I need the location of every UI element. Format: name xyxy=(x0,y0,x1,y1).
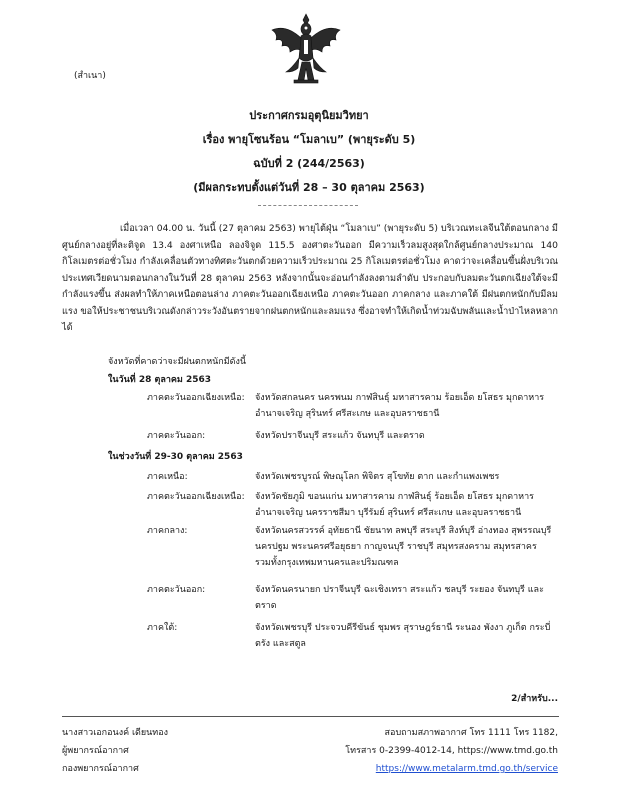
day2-region-central: ภาคกลาง: xyxy=(147,526,188,536)
day2-provinces-central: จังหวัดนครสวรรค์ อุทัยธานี ชัยนาท ลพบุรี สระบุรี สิงห์บุรี อ่างทอง สุพรรณบุรี นครปฐม พระนครศรีอยุธยา กาญจนบุรี ราชบุรี สมุทรสงคราม สมุทรสาคร รวมทั้งกรุงเทพมหานครและปริมณฑล xyxy=(255,526,552,568)
day1-provinces-east: จังหวัดปราจีนบุรี สระแก้ว จันทบุรี และตราด xyxy=(255,431,425,441)
forecaster-division: กองพยากรณ์อากาศ xyxy=(62,764,139,774)
day2-provinces-east: จังหวัดนครนายก ปราจีนบุรี ฉะเชิงเทรา สระแก้ว ชลบุรี ระยอง จันทบุรี และตราด xyxy=(255,585,544,611)
title-divider xyxy=(258,205,358,206)
footer-left xyxy=(62,724,168,778)
day2-region-south: ภาคใต้: xyxy=(147,623,178,633)
forecast-intro: จังหวัดที่คาดว่าจะมีฝนตกหนักมีดังนี้ xyxy=(108,357,247,367)
day1-region-east: ภาคตะวันออก: xyxy=(147,431,206,441)
day1-provinces-northeast: จังหวัดสกลนคร นครพนม กาฬสินธุ์ มหาสารคาม ร้อยเอ็ด ยโสธร มุกดาหาร อำนาจเจริญ สุรินทร์ ศรีสะเกษ และอุบลราชธานี xyxy=(255,393,545,419)
body-paragraph: เมื่อเวลา 04.00 น. วันนี้ (27 ตุลาคม 2563) พายุไต้ฝุ่น “โมลาเบ” (พายุระดับ 5) บริเวณทะเลจีนใต้ตอนกลาง มีศูนย์กลางอยู่ที่ละติจูด 13.4 องศาเหนือ ลองจิจูด 115.5 องศาตะวันออก มีความเร็วลมสูงสุดใกล้ศูนย์กลางประมาณ 140 กิโลเมตรต่อชั่วโมง กำลังเคลื่อนตัวทางทิศตะวันตกด้วยความเร็วประมาณ 25 กิโลเมตรต่อชั่วโมง คาดว่าจะเคลื่อนขึ้นฝั่งบริเวณประเทศเวียดนามตอนกลางในวันที่ 28 ตุลาคม 2563 หลังจากนั้นจะอ่อนกำลังลงตามลำดับ ประกอบกับลมตะวันตกเฉียงใต้จะมีกำลังแรงขึ้น ส่งผลทำให้ภาคเหนือตอนล่าง ภาคตะวันออกเฉียงเหนือ ภาคตะวันออก ภาคกลาง และภาคใต้ มีฝนตกหนักกับมีลมแรง ขอให้ประชาชนบริเวณดังกล่าวระวังอันตรายจากฝนตกหนักและลมแรง ซึ่งอาจทำให้เกิดน้ำท่วมฉับพลันและน้ำป่าไหลหลากได้ xyxy=(62,223,558,333)
day2-region-north: ภาคเหนือ: xyxy=(147,472,188,482)
garuda-emblem-icon xyxy=(268,10,344,88)
contact-fax-web: โทรสาร 0-2399-4012-14, https://www.tmd.go.th xyxy=(345,746,558,756)
day2-region-northeast: ภาคตะวันออกเฉียงเหนือ: xyxy=(147,492,245,502)
forecaster-role: ผู้พยากรณ์อากาศ xyxy=(62,746,129,756)
footer-divider xyxy=(62,716,559,717)
announcement-title: ประกาศกรมอุตุนิยมวิทยา xyxy=(249,109,369,122)
announcement-subject: เรื่อง พายุโซนร้อน “โมลาเบ” (พายุระดับ 5) xyxy=(202,133,416,146)
contact-phone: สอบถามสภาพอากาศ โทร 1111 โทร 1182, xyxy=(384,728,558,738)
footer-right xyxy=(300,724,558,778)
day2-provinces-south: จังหวัดเพชรบุรี ประจวบคีรีขันธ์ ชุมพร สุราษฎร์ธานี ระนอง พังงา ภูเก็ต กระบี่ ตรัง และสตูล xyxy=(255,623,551,649)
continued-marker: 2/สำหรับ... xyxy=(511,694,558,704)
day1-region-northeast: ภาคตะวันออกเฉียงเหนือ: xyxy=(147,393,245,403)
day1-header: ในวันที่ 28 ตุลาคม 2563 xyxy=(108,375,212,385)
announcement-number: ฉบับที่ 2 (244/2563) xyxy=(253,157,365,170)
metalarm-service-link[interactable]: https://www.metalarm.tmd.go.th/service xyxy=(375,764,558,774)
announcement-effective-dates: (มีผลกระทบตั้งแต่วันที่ 28 – 30 ตุลาคม 2563) xyxy=(193,181,425,194)
day2-provinces-northeast: จังหวัดชัยภูมิ ขอนแก่น มหาสารคาม กาฬสินธุ์ ร้อยเอ็ด ยโสธร มุกดาหาร อำนาจเจริญ นครราชสีมา บุรีรัมย์ สุรินทร์ ศรีสะเกษ และอุบลราชธานี xyxy=(255,492,534,518)
day2-region-east: ภาคตะวันออก: xyxy=(147,585,206,595)
day2-provinces-north: จังหวัดเพชรบูรณ์ พิษณุโลก พิจิตร สุโขทัย ตาก และกำแพงเพชร xyxy=(255,472,500,482)
forecaster-name: นางสาวเอกอนงค์ เดียนทอง xyxy=(62,728,169,738)
copy-mark: (สำเนา) xyxy=(74,71,106,81)
day2-header: ในช่วงวันที่ 29-30 ตุลาคม 2563 xyxy=(108,452,243,462)
